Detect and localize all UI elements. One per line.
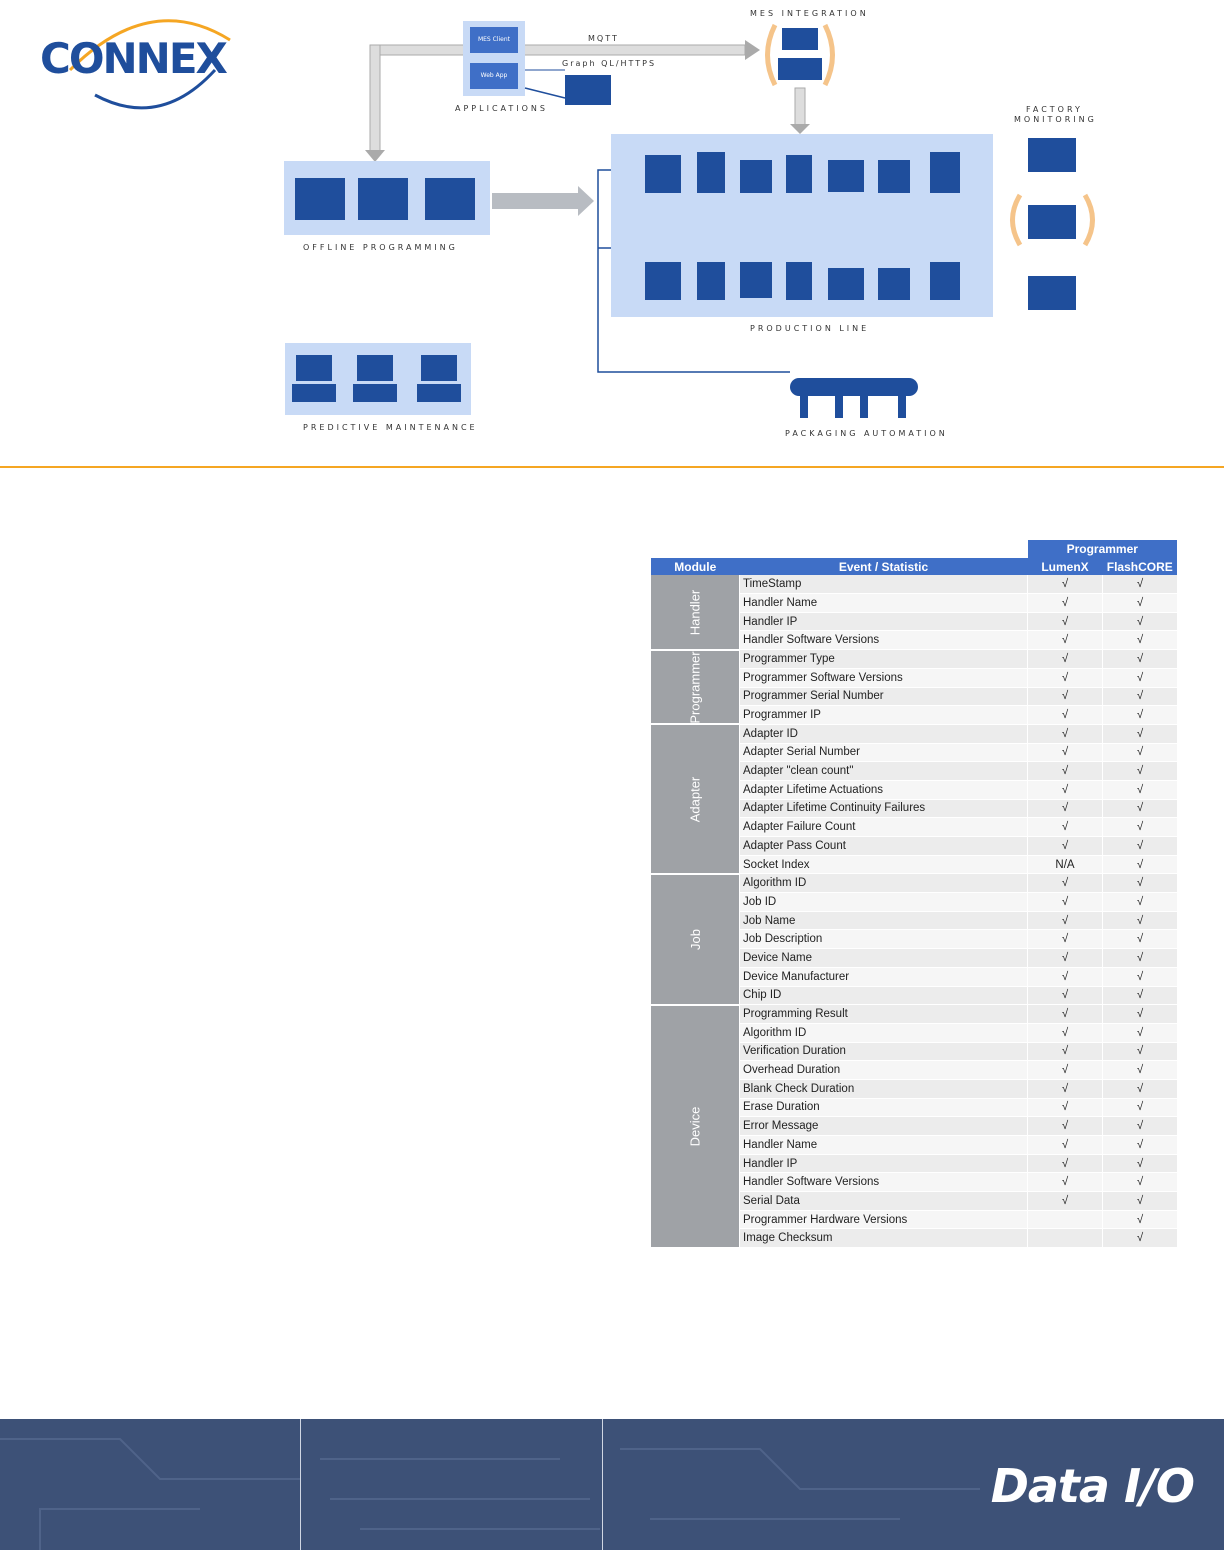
flashcore-cell: √ xyxy=(1103,780,1178,799)
module-cell xyxy=(651,575,740,649)
flashcore-cell: √ xyxy=(1103,1192,1178,1211)
module-label: Programmer xyxy=(687,650,703,724)
event-cell: Handler IP xyxy=(740,612,1028,631)
section-divider xyxy=(0,466,1224,468)
flashcore-cell: √ xyxy=(1103,1079,1178,1098)
flashcore-cell: √ xyxy=(1103,986,1178,1005)
lumenx-cell: √ xyxy=(1028,949,1103,968)
flashcore-cell: √ xyxy=(1103,799,1178,818)
event-cell: Programmer Software Versions xyxy=(740,668,1028,687)
flashcore-cell: √ xyxy=(1103,1136,1178,1155)
lumenx-cell: √ xyxy=(1028,762,1103,781)
flashcore-cell: √ xyxy=(1103,668,1178,687)
module-label: Handler xyxy=(687,589,703,635)
mqtt-label: MQTT xyxy=(588,34,619,43)
lumenx-cell: √ xyxy=(1028,1173,1103,1192)
flashcore-cell: √ xyxy=(1103,967,1178,986)
event-cell: Handler Software Versions xyxy=(740,631,1028,650)
event-cell: Adapter Failure Count xyxy=(740,818,1028,837)
lumenx-cell: √ xyxy=(1028,799,1103,818)
flashcore-cell: √ xyxy=(1103,1229,1178,1248)
lumenx-cell: √ xyxy=(1028,743,1103,762)
connex-logo-text: CONNEX xyxy=(40,34,226,83)
mes-server-icon xyxy=(768,25,833,85)
footer-banner xyxy=(0,1419,1224,1550)
event-cell: Adapter Pass Count xyxy=(740,837,1028,856)
lumenx-cell: √ xyxy=(1028,1005,1103,1024)
flashcore-cell: √ xyxy=(1103,1154,1178,1173)
event-cell: Adapter ID xyxy=(740,724,1028,743)
flashcore-cell: √ xyxy=(1103,949,1178,968)
lumenx-cell: √ xyxy=(1028,724,1103,743)
factory-label: FACTORY xyxy=(1026,105,1083,114)
lumenx-cell: √ xyxy=(1028,1023,1103,1042)
lumenx-cell: √ xyxy=(1028,930,1103,949)
event-cell: Chip ID xyxy=(740,986,1028,1005)
lumenx-cell: √ xyxy=(1028,986,1103,1005)
packaging-automation-icon xyxy=(790,378,918,418)
flashcore-cell: √ xyxy=(1103,612,1178,631)
flashcore-cell: √ xyxy=(1103,594,1178,613)
event-cell: Erase Duration xyxy=(740,1098,1028,1117)
event-cell: Device Manufacturer xyxy=(740,967,1028,986)
event-cell: Device Name xyxy=(740,949,1028,968)
mes-integration-label: MES INTEGRATION xyxy=(750,9,869,18)
lumenx-cell: N/A xyxy=(1028,855,1103,874)
col-event: Event / Statistic xyxy=(740,558,1028,576)
lumenx-cell: √ xyxy=(1028,612,1103,631)
flashcore-cell: √ xyxy=(1103,575,1178,593)
event-cell: Image Checksum xyxy=(740,1229,1028,1248)
monitoring-label: MONITORING xyxy=(1014,115,1097,124)
event-cell: Serial Data xyxy=(740,1192,1028,1211)
flashcore-cell: √ xyxy=(1103,930,1178,949)
event-cell: Algorithm ID xyxy=(740,874,1028,893)
event-cell: Programmer Type xyxy=(740,650,1028,669)
table-row xyxy=(651,724,1177,743)
event-cell: Adapter "clean count" xyxy=(740,762,1028,781)
flashcore-cell: √ xyxy=(1103,650,1178,669)
flashcore-cell: √ xyxy=(1103,874,1178,893)
event-cell: Adapter Lifetime Continuity Failures xyxy=(740,799,1028,818)
lumenx-cell: √ xyxy=(1028,650,1103,669)
lumenx-cell: √ xyxy=(1028,1061,1103,1080)
flashcore-cell: √ xyxy=(1103,1098,1178,1117)
event-cell: Job ID xyxy=(740,893,1028,912)
lumenx-cell: √ xyxy=(1028,1154,1103,1173)
statistics-table xyxy=(651,540,1177,1249)
col-module: Module xyxy=(651,558,740,576)
flashcore-cell: √ xyxy=(1103,631,1178,650)
event-cell: Blank Check Duration xyxy=(740,1079,1028,1098)
web-app-button: Web App xyxy=(470,63,518,89)
event-cell: Programmer IP xyxy=(740,706,1028,725)
lumenx-cell: √ xyxy=(1028,818,1103,837)
mes-client-button: MES Client xyxy=(470,27,518,53)
flashcore-cell: √ xyxy=(1103,1210,1178,1229)
lumenx-cell: √ xyxy=(1028,837,1103,856)
lumenx-cell: √ xyxy=(1028,911,1103,930)
lumenx-cell: √ xyxy=(1028,1192,1103,1211)
event-cell: TimeStamp xyxy=(740,575,1028,593)
lumenx-cell: √ xyxy=(1028,668,1103,687)
lumenx-cell: √ xyxy=(1028,1079,1103,1098)
flashcore-cell: √ xyxy=(1103,706,1178,725)
lumenx-cell xyxy=(1028,1229,1103,1248)
flashcore-cell: √ xyxy=(1103,743,1178,762)
event-cell: Adapter Lifetime Actuations xyxy=(740,780,1028,799)
event-cell: Overhead Duration xyxy=(740,1061,1028,1080)
event-cell: Programming Result xyxy=(740,1005,1028,1024)
event-cell: Adapter Serial Number xyxy=(740,743,1028,762)
predictive-maintenance-label: PREDICTIVE MAINTENANCE xyxy=(303,423,478,432)
production-line-label: PRODUCTION LINE xyxy=(750,324,870,333)
event-cell: Programmer Hardware Versions xyxy=(740,1210,1028,1229)
lumenx-cell: √ xyxy=(1028,1098,1103,1117)
data-io-logo: Data I/O xyxy=(990,1459,1194,1513)
applications-label: APPLICATIONS xyxy=(455,104,548,113)
programmer-group-header: Programmer xyxy=(1028,540,1178,558)
flashcore-cell: √ xyxy=(1103,911,1178,930)
event-cell: Socket Index xyxy=(740,855,1028,874)
graphql-label: Graph QL/HTTPS xyxy=(562,59,657,68)
lumenx-cell: √ xyxy=(1028,780,1103,799)
event-cell: Verification Duration xyxy=(740,1042,1028,1061)
event-cell: Handler IP xyxy=(740,1154,1028,1173)
lumenx-cell: √ xyxy=(1028,1042,1103,1061)
event-cell: Handler Name xyxy=(740,1136,1028,1155)
event-cell: Programmer Serial Number xyxy=(740,687,1028,706)
flashcore-cell: √ xyxy=(1103,837,1178,856)
table-row xyxy=(651,575,1177,593)
flashcore-cell: √ xyxy=(1103,687,1178,706)
flashcore-cell: √ xyxy=(1103,724,1178,743)
lumenx-cell: √ xyxy=(1028,893,1103,912)
lumenx-cell: √ xyxy=(1028,1136,1103,1155)
lumenx-cell xyxy=(1028,1210,1103,1229)
flashcore-cell: √ xyxy=(1103,893,1178,912)
packaging-automation-label: PACKAGING AUTOMATION xyxy=(785,429,948,438)
lumenx-cell: √ xyxy=(1028,575,1103,593)
architecture-diagram xyxy=(0,0,1224,470)
flashcore-cell: √ xyxy=(1103,1173,1178,1192)
flashcore-cell: √ xyxy=(1103,762,1178,781)
module-cell xyxy=(651,1005,740,1248)
flashcore-cell: √ xyxy=(1103,1023,1178,1042)
lumenx-cell: √ xyxy=(1028,687,1103,706)
flashcore-cell: √ xyxy=(1103,1117,1178,1136)
flashcore-cell: √ xyxy=(1103,1005,1178,1024)
table-row xyxy=(651,650,1177,669)
analytics-icon xyxy=(565,75,611,105)
module-cell xyxy=(651,874,740,1005)
table-row xyxy=(651,874,1177,893)
event-cell: Handler Software Versions xyxy=(740,1173,1028,1192)
lumenx-cell: √ xyxy=(1028,1117,1103,1136)
module-label: Adapter xyxy=(687,776,703,822)
event-cell: Algorithm ID xyxy=(740,1023,1028,1042)
lumenx-cell: √ xyxy=(1028,594,1103,613)
module-label: Job xyxy=(687,928,703,950)
lumenx-cell: √ xyxy=(1028,631,1103,650)
table-row xyxy=(651,1005,1177,1024)
flashcore-cell: √ xyxy=(1103,855,1178,874)
module-cell xyxy=(651,650,740,725)
table-body xyxy=(651,575,1177,1247)
col-lumenx: LumenX xyxy=(1028,558,1103,576)
flashcore-cell: √ xyxy=(1103,1042,1178,1061)
arrow-to-production xyxy=(492,186,594,216)
lumenx-cell: √ xyxy=(1028,967,1103,986)
module-label: Device xyxy=(687,1106,703,1147)
flashcore-cell: √ xyxy=(1103,1061,1178,1080)
module-cell xyxy=(651,724,740,874)
factory-monitoring-icons xyxy=(1013,138,1093,310)
event-cell: Job Description xyxy=(740,930,1028,949)
col-flashcore: FlashCORE xyxy=(1103,558,1178,576)
lumenx-cell: √ xyxy=(1028,874,1103,893)
offline-programming-label: OFFLINE PROGRAMMING xyxy=(303,243,458,252)
lumenx-cell: √ xyxy=(1028,706,1103,725)
event-cell: Job Name xyxy=(740,911,1028,930)
event-cell: Handler Name xyxy=(740,594,1028,613)
event-cell: Error Message xyxy=(740,1117,1028,1136)
flashcore-cell: √ xyxy=(1103,818,1178,837)
